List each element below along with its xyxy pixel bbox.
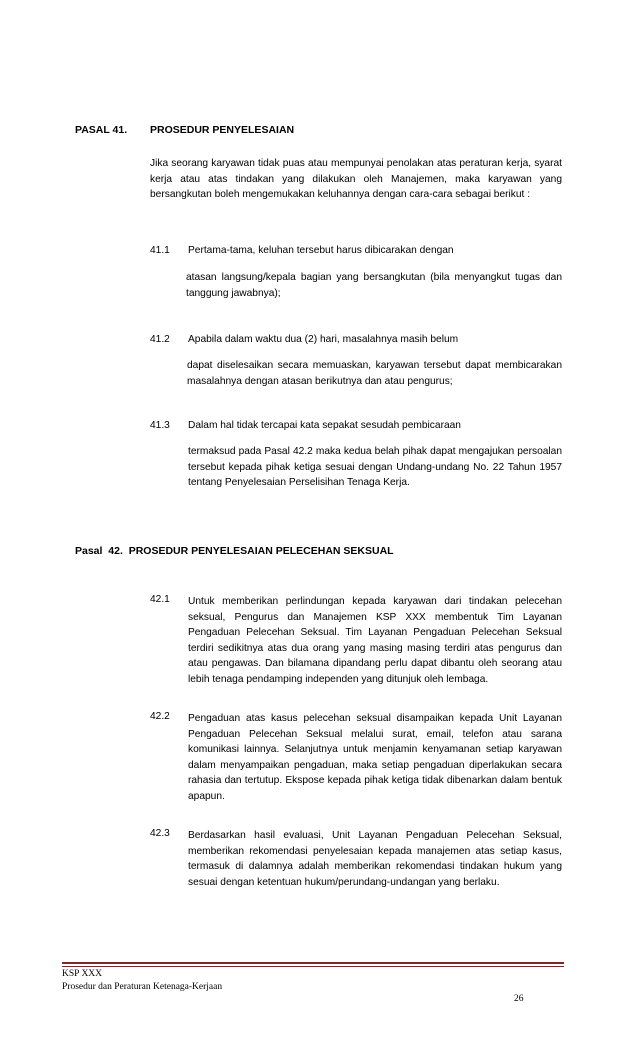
item-continuation: termaksud pada Pasal 42.2 maka kedua belah pihak dapat mengajukan persoalan tersebut kepada pihak ketiga sesuai dengan Undang-undang No. 22 Tahun 1957 tentang Penyelesaian Perselisihan Tenaga Kerja.: [188, 446, 562, 489]
pasal-42-heading: Pasal 42. PROSEDUR PENYELESAIAN PELECEHAN SEKSUAL: [75, 545, 394, 557]
item-number: 41.3: [150, 420, 170, 431]
footer-rule-thin: [62, 966, 564, 967]
item-continuation: dapat diselesaikan secara memuaskan, karyawan tersebut dapat membicarakan masalahnya dengan atasan berikutnya dan atau pengurus;: [187, 360, 562, 387]
item-first-line: Dalam hal tidak tercapai kata sepakat sesudah pembicaraan: [188, 420, 461, 431]
item-text: Berdasarkan hasil evaluasi, Unit Layanan Pengaduan Pelecehan Seksual, memberikan rekomendasi penyelesaian kepada manajemen atas setiap kasus, termasuk di dalamnya adalah memberikan rekomendasi tindakan hukum yang sesuai dengan ketentuan hukum/perundang-undangan yang berlaku.: [188, 830, 562, 888]
item-number: 42.3: [150, 828, 170, 839]
item-number: 42.2: [150, 711, 170, 722]
pasal-41-title: PROSEDUR PENYELESAIAN: [150, 124, 295, 136]
page-number: 26: [514, 994, 524, 1004]
footer-org: KSP XXX: [62, 969, 103, 979]
item-first-line: Pertama-tama, keluhan tersebut harus dibicarakan dengan: [188, 245, 454, 256]
item-number: 42.1: [150, 594, 170, 605]
footer-doc-title: Prosedur dan Peraturan Ketenaga-Kerjaan: [62, 982, 223, 992]
item-text: Pengaduan atas kasus pelecehan seksual disampaikan kepada Unit Layanan Pengaduan Pelecehan Seksual melalui surat, email, telefon atau sarana komunikasi lainnya. Selanjutnya untuk menjamin kenyamanan setiap karyawan dalam menyampaikan pengaduan, maka setiap pengaduan diperlakukan secara rahasia dan tertutup. Ekspose kepada pihak ketiga tidak dibenarkan dalam bentuk apapun.: [188, 713, 562, 802]
item-continuation: atasan langsung/kepala bagian yang bersangkutan (bila menyangkut tugas dan tanggung jawabnya);: [186, 272, 562, 299]
item-number: 41.2: [150, 334, 170, 345]
item-number: 41.1: [150, 245, 170, 256]
item-text: Untuk memberikan perlindungan kepada karyawan dari tindakan pelecehan seksual, Pengurus dan Manajemen KSP XXX membentuk Tim Layanan Pengaduan Pelecehan Seksual. Tim Layanan Pengaduan Pelecehan Seksual terdiri sedikitnya atas dua orang yang masing masing terdiri atas pengurus dan atau pengawas. Dan bilamana dipandang perlu dapat dibantu oleh seorang atau lebih tenaga pendamping independen yang ditunjuk oleh lembaga.: [188, 596, 562, 685]
item-first-line: Apabila dalam waktu dua (2) hari, masalahnya masih belum: [188, 334, 459, 345]
pasal-41-number: PASAL 41.: [75, 124, 128, 136]
footer-rule-thick: [62, 962, 564, 964]
pasal-41-intro: Jika seorang karyawan tidak puas atau mempunyai penolakan atas peraturan kerja, syarat kerja atau atas tindakan yang dilakukan oleh Manajemen, maka karyawan yang bersangkutan boleh mengemukakan keluhannya dengan cara-cara sebagai berikut :: [150, 158, 562, 201]
